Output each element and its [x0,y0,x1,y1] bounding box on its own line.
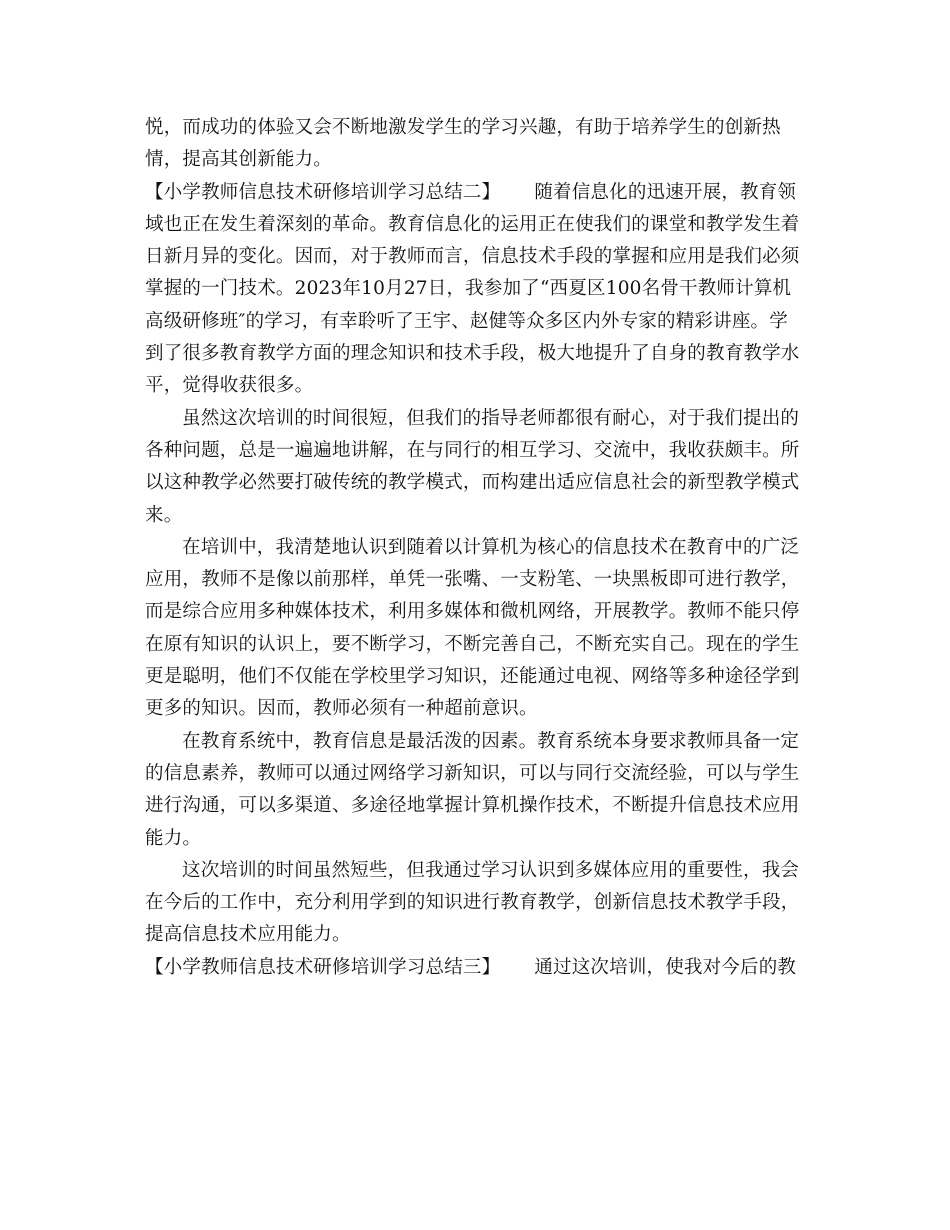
paragraph-continuation [145,112,805,177]
paragraph-text: 在教育系统中，教育信息是最活泼的因素。教育系统本身要求教师具备一定的信息素养，教师可以通过网络学习新知识，可以与同行交流经验，可以与学生进行沟通，可以多渠道、多途径地掌握计算机操作技术，不断提升信息技术应用能力。 [145,730,800,849]
paragraph-text: 悦，而成功的体验又会不断地激发学生的学习兴趣，有助于培养学生的创新热情，提高其创新能力。 [145,117,781,171]
paragraph-training-brief [145,403,805,532]
paragraph-text: 虽然这次培训的时间很短，但我们的指导老师都很有耐心，对于我们提出的各种问题，总是一遍遍地讲解，在与同行的相互学习、交流中，我收获颇丰。所以这种教学必然要打破传统的教学模式，而构建出适应信息社会的新型教学模式来。 [145,407,800,526]
paragraph-text: 这次培训的时间虽然短些，但我通过学习认识到多媒体应用的重要性，我会在今后的工作中，充分利用学到的知识进行教育教学，创新信息技术教学手段，提高信息技术应用能力。 [145,859,800,946]
paragraph-training-insight [145,532,805,726]
paragraph-education-system [145,726,805,855]
paragraph-conclusion [145,855,805,952]
document-body [145,112,805,984]
paragraph-text: 在培训中，我清楚地认识到随着以计算机为核心的信息技术在教育中的广泛应用，教师不是像以前那样，单凭一张嘴、一支粉笔、一块黑板即可进行教学，而是综合应用多种媒体技术，利用多媒体和微机网络，开展教学。教师不能只停在原有知识的认识上，要不断学习，不断完善自己，不断充实自己。现在的学生更是聪明，他们不仅能在学校里学习知识，还能通过电视、网络等多种途径学到更多的知识。因而，教师必须有一种超前意识。 [145,536,800,720]
section-two-title: 【小学教师信息技术研修培训学习总结二】 [145,181,501,203]
section-three [145,952,805,984]
section-two [145,177,805,403]
section-three-text: 通过这次培训，使我对今后的教 [534,956,797,978]
section-two-text: 随着信息化的迅速开展，教育领域也正在发生着深刻的革命。教育信息化的运用正在使我们的课堂和教学发生着日新月异的变化。因而，对于教师而言，信息技术手段的掌握和应用是我们必须掌握的一门技术。2023年10月27日，我参加了“西夏区100名骨干教师计算机高级研修班″的学习，有幸聆听了王宇、赵健等众多区内外专家的精彩讲座。学到了很多教育教学方面的理念知识和技术手段，极大地提升了自身的教育教学水平，觉得收获很多。 [145,181,800,397]
section-three-title: 【小学教师信息技术研修培训学习总结三】 [145,956,501,978]
